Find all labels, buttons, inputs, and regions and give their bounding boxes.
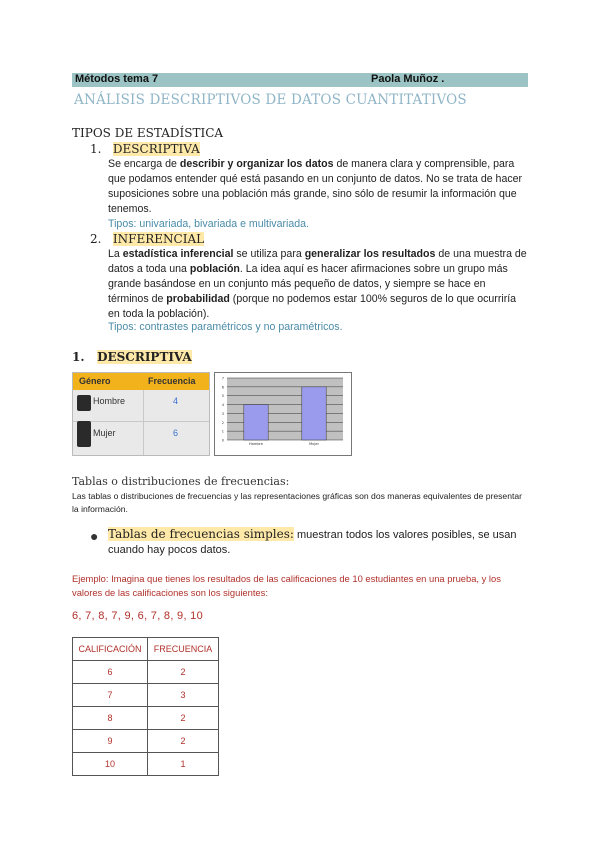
y-tick-label: 0 (221, 438, 224, 443)
bar (244, 405, 268, 440)
table-header: CALIFICACIÓN (73, 638, 148, 661)
item-1-tipos: Tipos: univariada, bivariada e multivariada. (108, 218, 309, 230)
table-cell: 8 (73, 707, 148, 730)
y-tick-label: 4 (221, 403, 224, 408)
item-1-label: DESCRIPTIVA (112, 142, 200, 156)
item-2-label: INFERENCIAL (112, 232, 205, 246)
document-title: ANÁLISIS DESCRIPTIVOS DE DATOS CUANTITATIVOS (74, 92, 467, 108)
table-header: FRECUENCIA (148, 638, 219, 661)
bold-term: probabilidad (166, 293, 230, 305)
table-cell: 6 (73, 661, 148, 684)
bar-chart-svg (215, 373, 351, 455)
item-2-heading (90, 232, 204, 246)
bullet-text (108, 527, 528, 558)
table-cell: 2 (148, 730, 219, 753)
bold-term: estadística inferencial (122, 248, 234, 260)
paragraph-text: Se encarga de (108, 158, 180, 170)
section-title: TIPOS DE ESTADÍSTICA (72, 126, 224, 140)
mini-table-cell: 4 (173, 396, 179, 406)
item-1-paragraph (108, 157, 528, 217)
bold-term: generalizar los resultados (304, 248, 436, 260)
y-tick-label: 7 (221, 376, 224, 381)
tablas-description: Las tablas o distribuciones de frecuencias y las representaciones gráficas son dos maneras equivalentes de presentar la información. (72, 491, 522, 514)
tablas-title: Tablas o distribuciones de frecuencias: (72, 475, 290, 488)
paragraph-text: . La idea aquí es hacer afirmaciones sobre un grupo más grande basándose en un conjunto más pequeño de datos, y siempre se hace en términos de (108, 263, 508, 305)
y-tick-label: 2 (221, 420, 224, 425)
bold-term: describir y organizar los datos (179, 158, 334, 170)
table-cell: 7 (73, 684, 148, 707)
mini-table-cell: Hombre (93, 396, 126, 406)
y-tick-label: 6 (221, 385, 224, 390)
grades-frequency-table (72, 637, 219, 776)
item-2-tipos: Tipos: contrastes paramétricos y no paramétricos. (108, 321, 343, 333)
descriptiva-number: 1. (72, 350, 85, 364)
bullet-title: Tablas de frecuencias simples: (108, 527, 294, 541)
paragraph-text: se utiliza para (233, 248, 305, 260)
paragraph-text: de una muestra de datos a toda una (108, 248, 527, 275)
header-title: Métodos tema 7 (75, 73, 159, 85)
paragraph-text: La (108, 248, 123, 260)
item-1-number: 1. (90, 142, 102, 156)
table-cell: 9 (73, 730, 148, 753)
y-tick-label: 5 (221, 394, 224, 399)
paragraph-text: de manera clara y comprensible, para que podamos entender qué está pasando en un conjunto de datos. No se trata de hacer suposiciones sobre una población más grande, sino sólo de resumir la información que tenemos. (108, 158, 523, 215)
bar (302, 387, 326, 440)
header-author: Paola Muñoz . (371, 73, 445, 85)
table-cell: 3 (148, 684, 219, 707)
table-row (73, 730, 219, 753)
grade-sequence: 6, 7, 8, 7, 9, 6, 7, 8, 9, 10 (72, 610, 204, 622)
item-1-heading (90, 142, 200, 156)
table-row (73, 753, 219, 776)
bold-term: población (189, 263, 240, 275)
descriptiva-heading (72, 350, 192, 364)
mini-table-rowline (73, 421, 209, 422)
table-cell: 2 (148, 707, 219, 730)
table-cell: 10 (73, 753, 148, 776)
descriptiva-label: DESCRIPTIVA (97, 350, 192, 364)
table-row (73, 684, 219, 707)
table-cell: 2 (148, 661, 219, 684)
item-2-paragraph (108, 247, 528, 322)
mini-table-tab (77, 395, 91, 411)
category-label: Hombre (249, 442, 263, 446)
example-text: Ejemplo: Imagina que tienes los resultados de las calificaciones de 10 estudiantes en una prueba, y los valores de las calificaciones son los siguientes: (72, 573, 501, 598)
bar-chart (214, 372, 352, 456)
mini-table-h2: Frecuencia (148, 376, 196, 386)
category-label: Mujer (309, 442, 319, 446)
y-tick-label: 3 (221, 411, 224, 416)
mini-table-divider (143, 390, 144, 455)
mini-table-tab (77, 421, 91, 447)
mini-table-cell: Mujer (93, 428, 116, 438)
bullet-body: muestran todos los valores posibles, se usan cuando hay pocos datos. (108, 529, 517, 556)
mini-table-h1: Género (79, 376, 111, 386)
bullet-dot: ● (90, 528, 99, 544)
item-2-number: 2. (90, 232, 102, 246)
mini-table-cell: 6 (173, 428, 179, 438)
table-row (73, 661, 219, 684)
frequency-table-image (72, 372, 210, 456)
table-cell: 1 (148, 753, 219, 776)
paragraph-text: (porque no podemos estar 100% seguros de lo que ocurriría en toda la población). (108, 293, 517, 320)
table-row (73, 707, 219, 730)
y-tick-label: 1 (221, 429, 224, 434)
